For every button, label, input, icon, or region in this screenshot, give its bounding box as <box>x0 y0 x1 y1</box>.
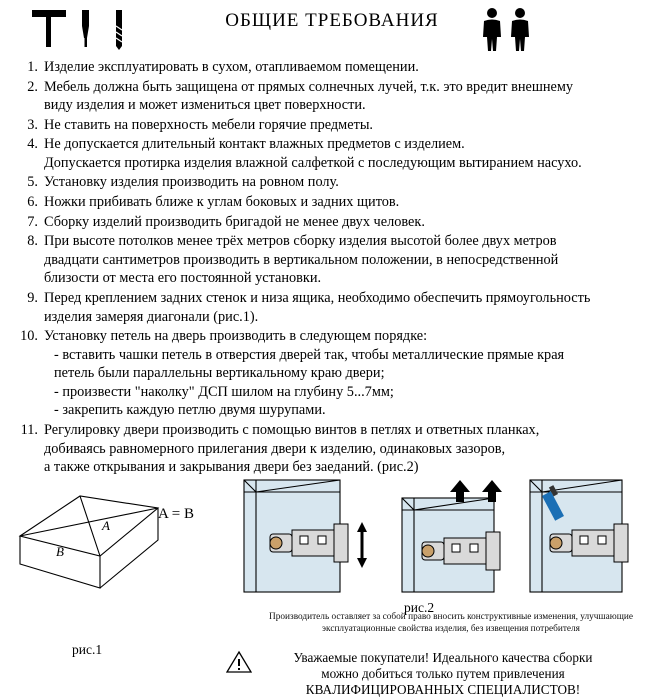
item-body <box>44 193 650 212</box>
list-item <box>14 289 650 326</box>
list-item <box>14 421 650 477</box>
list-item <box>14 173 650 192</box>
item-number: 11. <box>20 421 38 438</box>
figure-diagonals-diagram <box>8 478 228 608</box>
figure1-caption: рис.1 <box>72 642 103 657</box>
list-item <box>14 135 650 172</box>
item-number: 2. <box>27 78 38 95</box>
item-body <box>44 173 650 192</box>
list-item <box>14 58 650 77</box>
item-number: 10. <box>20 328 38 345</box>
item-line: Установку петель на дверь производить в следующем порядке: <box>44 328 428 345</box>
item-body <box>44 116 650 135</box>
item-body <box>44 135 650 172</box>
item-line: добиваясь равномерного прилегания двери к изделию, одинаковых зазоров, <box>44 440 506 457</box>
customer-note-line1: Уважаемые покупатели! Идеального качества сборки <box>293 650 593 665</box>
figure-hinge-vertical-adjust <box>240 478 400 608</box>
list-item <box>14 213 650 232</box>
item-line: двадцати сантиметров производить в вертикальном положении, в непосредственной <box>44 251 559 268</box>
item-body <box>44 327 650 420</box>
figure-hinge-depth-adjust <box>400 478 530 608</box>
customer-note <box>228 650 658 698</box>
item-number: 9. <box>27 289 38 306</box>
item-body <box>44 232 650 288</box>
item-number: 3. <box>27 116 38 133</box>
page-title: ОБЩИЕ ТРЕБОВАНИЯ <box>225 10 439 31</box>
item-line: Сборку изделий производить бригадой не менее двух человек. <box>44 213 425 230</box>
page-header <box>0 0 664 54</box>
item-number: 8. <box>27 233 38 250</box>
figure-hinge-screw-adjust <box>528 478 658 608</box>
list-item <box>14 327 650 420</box>
svg-text:A: A <box>102 518 110 533</box>
two-people-icon <box>478 6 538 52</box>
item-line: а также открывания и закрывания двери без заеданий. (рис.2) <box>44 459 419 476</box>
diagonal-equality-label: A = B <box>158 506 194 522</box>
item-body <box>44 421 650 477</box>
item-line: Ножки прибивать ближе к углам боковых и задних щитов. <box>44 194 400 211</box>
item-number: 7. <box>27 213 38 230</box>
list-item <box>14 193 650 212</box>
requirements-list <box>0 58 664 477</box>
list-item <box>14 78 650 115</box>
item-line: Допускается протирка изделия влажной салфеткой с последующим вытиранием насухо. <box>44 154 582 171</box>
figure2-caption: рис.2 <box>404 600 435 615</box>
item-line: Не ставить на поверхность мебели горячие предметы. <box>44 116 374 133</box>
item-line: Мебель должна быть защищена от прямых солнечных лучей, т.к. это вредит внешнему <box>44 78 574 95</box>
item-line: Регулировку двери производить с помощью винтов в петлях и ответных планках, <box>44 421 540 438</box>
item-line: При высоте потолков менее трёх метров сборку изделия высотой более двух метров <box>44 233 557 250</box>
item-subline: петель были параллельны вертикальному краю двери; <box>54 365 385 382</box>
manufacturer-note: Производитель оставляет за собой право вносить конструктивные изменения, улучшающие эксплуатационные свойства изделия, без извещения потребителя <box>269 612 633 634</box>
list-item <box>14 116 650 135</box>
item-body <box>44 58 650 77</box>
item-number: 6. <box>27 194 38 211</box>
item-body <box>44 289 650 326</box>
item-line: изделия замеряя диагонали (рис.1). <box>44 308 259 325</box>
item-line: Не допускается длительный контакт влажных предметов с изделием. <box>44 136 465 153</box>
item-body <box>44 78 650 115</box>
item-number: 5. <box>27 174 38 191</box>
list-item <box>14 232 650 288</box>
item-number: 1. <box>27 59 38 75</box>
item-line: Установку изделия производить на ровном полу. <box>44 174 339 191</box>
item-line: Перед креплением задних стенок и низа ящика, необходимо обеспечить прямоугольность <box>44 289 591 306</box>
item-subline: - вставить чашки петель в отверстия дверей так, чтобы металлические прямые края <box>54 346 565 363</box>
item-line: Изделие эксплуатировать в сухом, отапливаемом помещении. <box>44 59 419 75</box>
item-line: виду изделия и может измениться цвет поверхности. <box>44 97 366 114</box>
item-subline: - закрепить каждую петлю двумя шурупами. <box>54 402 326 419</box>
item-number: 4. <box>27 136 38 153</box>
item-line: близости от места его постоянной установки. <box>44 270 322 287</box>
item-subline: - произвести "наколку" ДСП шилом на глубину 5...7мм; <box>54 383 394 400</box>
customer-note-line2: можно добиться только путем привлечения <box>321 666 565 682</box>
svg-text:B: B <box>56 544 64 559</box>
customer-note-line3: КВАЛИФИЦИРОВАННЫХ СПЕЦИАЛИСТОВ! <box>305 682 581 698</box>
item-body <box>44 213 650 232</box>
